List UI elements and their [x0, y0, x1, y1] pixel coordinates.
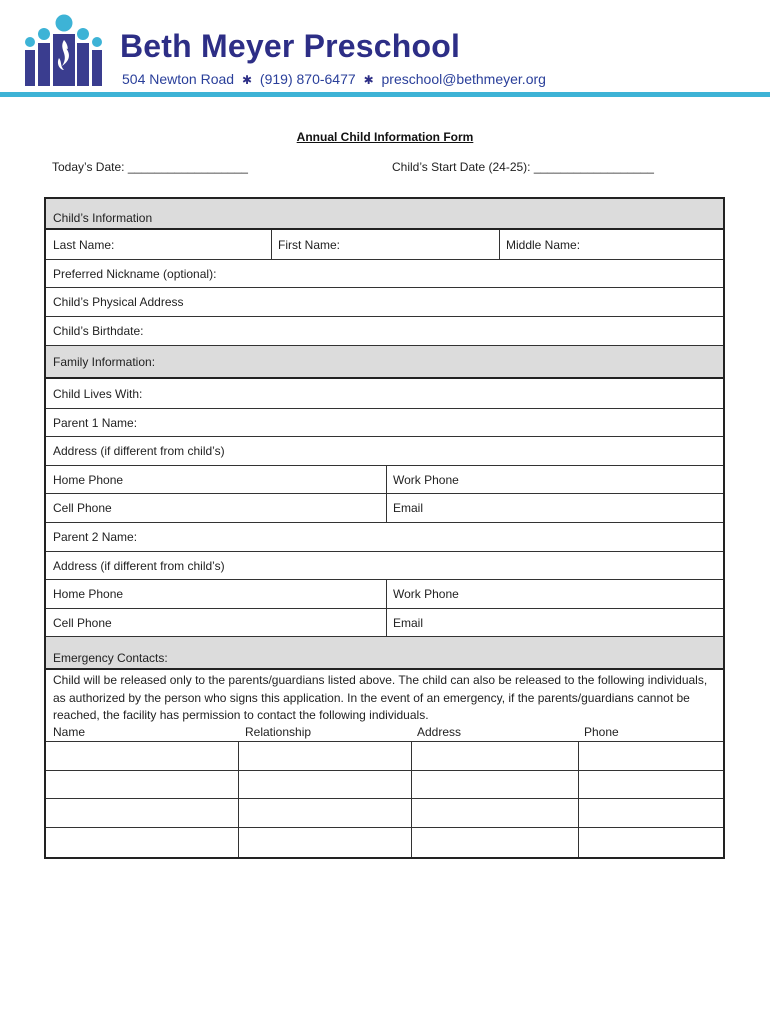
parent1-name-field[interactable]: Parent 1 Name:	[53, 415, 138, 430]
column-divider	[411, 742, 412, 770]
parent2-name-field[interactable]: Parent 2 Name:	[53, 530, 138, 544]
form-title: Annual Child Information Form	[296, 130, 474, 144]
column-header-relationship: Relationship	[245, 725, 312, 739]
contacts-header-row	[46, 723, 723, 741]
parent1-work-phone-cell[interactable]	[386, 466, 723, 493]
last-name-field[interactable]: Last Name:	[53, 237, 115, 252]
emergency-section-header	[46, 637, 723, 670]
start-date-field[interactable]: Child’s Start Date (24-25): __________________	[392, 160, 654, 174]
parent1-address-row[interactable]	[46, 437, 723, 466]
school-email[interactable]: preschool@bethmeyer.org	[381, 71, 546, 87]
column-divider	[411, 799, 412, 827]
lives-with-row[interactable]	[46, 379, 723, 409]
section-title: Child’s Information	[53, 211, 153, 225]
emergency-description-row	[46, 670, 723, 742]
parent1-home-phone-field[interactable]: Home Phone	[53, 472, 124, 487]
column-divider	[578, 828, 579, 857]
parent1-address-field[interactable]: Address (if different from child’s)	[53, 444, 225, 458]
parent2-email-cell[interactable]	[386, 609, 723, 636]
parent1-email-field[interactable]: Email	[393, 501, 424, 515]
parent2-email-field[interactable]: Email	[393, 615, 424, 630]
parent2-address-row[interactable]	[46, 552, 723, 580]
nickname-field[interactable]: Preferred Nickname (optional):	[53, 266, 217, 281]
parent2-address-field[interactable]: Address (if different from child’s)	[53, 558, 225, 573]
column-divider	[411, 771, 412, 798]
separator-icon: ✱	[363, 73, 374, 87]
information-table	[44, 197, 725, 859]
first-name-field[interactable]: First Name:	[278, 237, 341, 252]
column-header-name: Name	[53, 725, 86, 739]
parent1-cell-phone-field[interactable]: Cell Phone	[53, 501, 112, 515]
first-name-cell[interactable]	[271, 230, 502, 259]
contact-line	[122, 71, 546, 87]
school-logo-icon	[22, 14, 104, 86]
nickname-row[interactable]	[46, 260, 723, 288]
section-title: Family Information:	[53, 354, 156, 369]
parent1-email-cell[interactable]	[386, 494, 723, 522]
separator-icon: ✱	[241, 73, 253, 87]
column-divider	[238, 828, 239, 857]
parent2-home-phone-field[interactable]: Home Phone	[53, 587, 124, 601]
column-divider	[238, 771, 239, 798]
physical-address-field[interactable]: Child’s Physical Address	[53, 295, 184, 309]
school-name: Beth Meyer Preschool	[120, 28, 461, 64]
child-name-row	[46, 230, 723, 260]
emergency-description: Child will be released only to the parents/guardians listed above. The child can also be released to the following individuals, as authorized by the person who signs this application. In the event of an emergency, if the parents/guardians cannot be reached, the facility has permission to contact the following individuals.	[53, 673, 708, 722]
column-header-address: Address	[417, 725, 462, 739]
column-header-phone: Phone	[584, 725, 619, 739]
parent2-cell-phone-field[interactable]: Cell Phone	[53, 615, 112, 630]
parent1-name-row[interactable]	[46, 409, 723, 437]
school-phone: (919) 870-6477	[259, 71, 356, 87]
column-divider	[411, 828, 412, 857]
parent2-work-phone-cell[interactable]	[386, 580, 723, 608]
column-divider	[238, 742, 239, 770]
child-section-header	[46, 199, 723, 230]
school-address: 504 Newton Road	[122, 71, 235, 87]
physical-address-row[interactable]	[46, 288, 723, 317]
header-divider	[0, 92, 770, 97]
birthdate-row[interactable]	[46, 317, 723, 346]
column-divider	[238, 799, 239, 827]
todays-date-field[interactable]: Today’s Date: __________________	[52, 160, 248, 174]
parent2-cell-row	[46, 609, 723, 637]
lives-with-field[interactable]: Child Lives With:	[53, 386, 143, 401]
parent1-cell-row	[46, 494, 723, 523]
contact-row	[46, 771, 723, 799]
contact-row	[46, 799, 723, 828]
middle-name-cell[interactable]	[499, 230, 723, 259]
contact-row	[46, 742, 723, 771]
parent2-name-row[interactable]	[46, 523, 723, 552]
section-title: Emergency Contacts:	[53, 651, 168, 665]
contact-row	[46, 828, 723, 857]
column-divider	[578, 771, 579, 798]
family-section-header	[46, 346, 723, 379]
parent1-work-phone-field[interactable]: Work Phone	[393, 472, 459, 487]
birthdate-field[interactable]: Child’s Birthdate:	[53, 324, 144, 338]
parent2-phone-row	[46, 580, 723, 609]
parent1-phone-row	[46, 466, 723, 494]
middle-name-field[interactable]: Middle Name:	[506, 237, 581, 252]
column-divider	[578, 742, 579, 770]
column-divider	[578, 799, 579, 827]
parent2-work-phone-field[interactable]: Work Phone	[393, 587, 459, 601]
